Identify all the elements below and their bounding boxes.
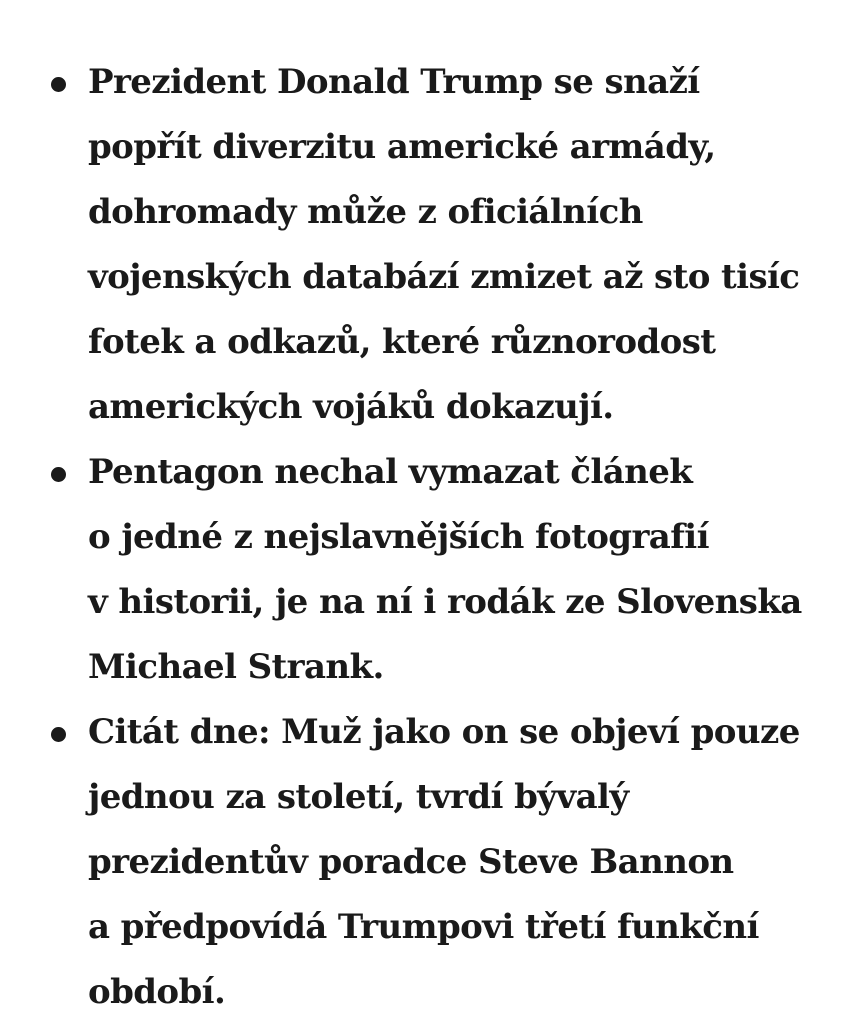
bullet-text-line: Prezident Donald Trump se snaží: [88, 62, 700, 102]
bullet-item-1: [0, 50, 850, 440]
bullet-dot-icon: [51, 77, 66, 92]
bullet-text-line: Citát dne: Muž jako on se objeví pouze: [88, 712, 800, 752]
bullet-text-line: období.: [88, 972, 226, 1012]
bullet-text-line: v historii, je na ní i rodák ze Slovenska: [88, 582, 802, 622]
bullet-dot-icon: [51, 727, 66, 742]
bullet-text-line: prezidentův poradce Steve Bannon: [88, 842, 734, 882]
bullet-text-line: fotek a odkazů, které různorodost: [88, 322, 716, 362]
bullet-item-2: [0, 440, 850, 700]
bullet-text-line: jednou za století, tvrdí bývalý: [88, 777, 629, 817]
bullet-text-line: o jedné z nejslavnějších fotografií: [88, 517, 709, 557]
bullet-item-3: [0, 700, 850, 1025]
bullet-text-line: a předpovídá Trumpovi třetí funkční: [88, 907, 759, 947]
bullet-text-line: Michael Strank.: [88, 647, 384, 687]
bullet-text-line: Pentagon nechal vymazat článek: [88, 452, 693, 492]
bullet-dot-icon: [51, 467, 66, 482]
bullet-text-line: popřít diverzitu americké armády,: [88, 127, 716, 167]
bullet-text-line: dohromady může z oficiálních: [88, 192, 643, 232]
bullet-text-line: amerických vojáků dokazují.: [88, 387, 614, 427]
bullet-text-line: vojenských databází zmizet až sto tisíc: [88, 257, 800, 297]
news-bullet-list: [0, 50, 850, 1025]
